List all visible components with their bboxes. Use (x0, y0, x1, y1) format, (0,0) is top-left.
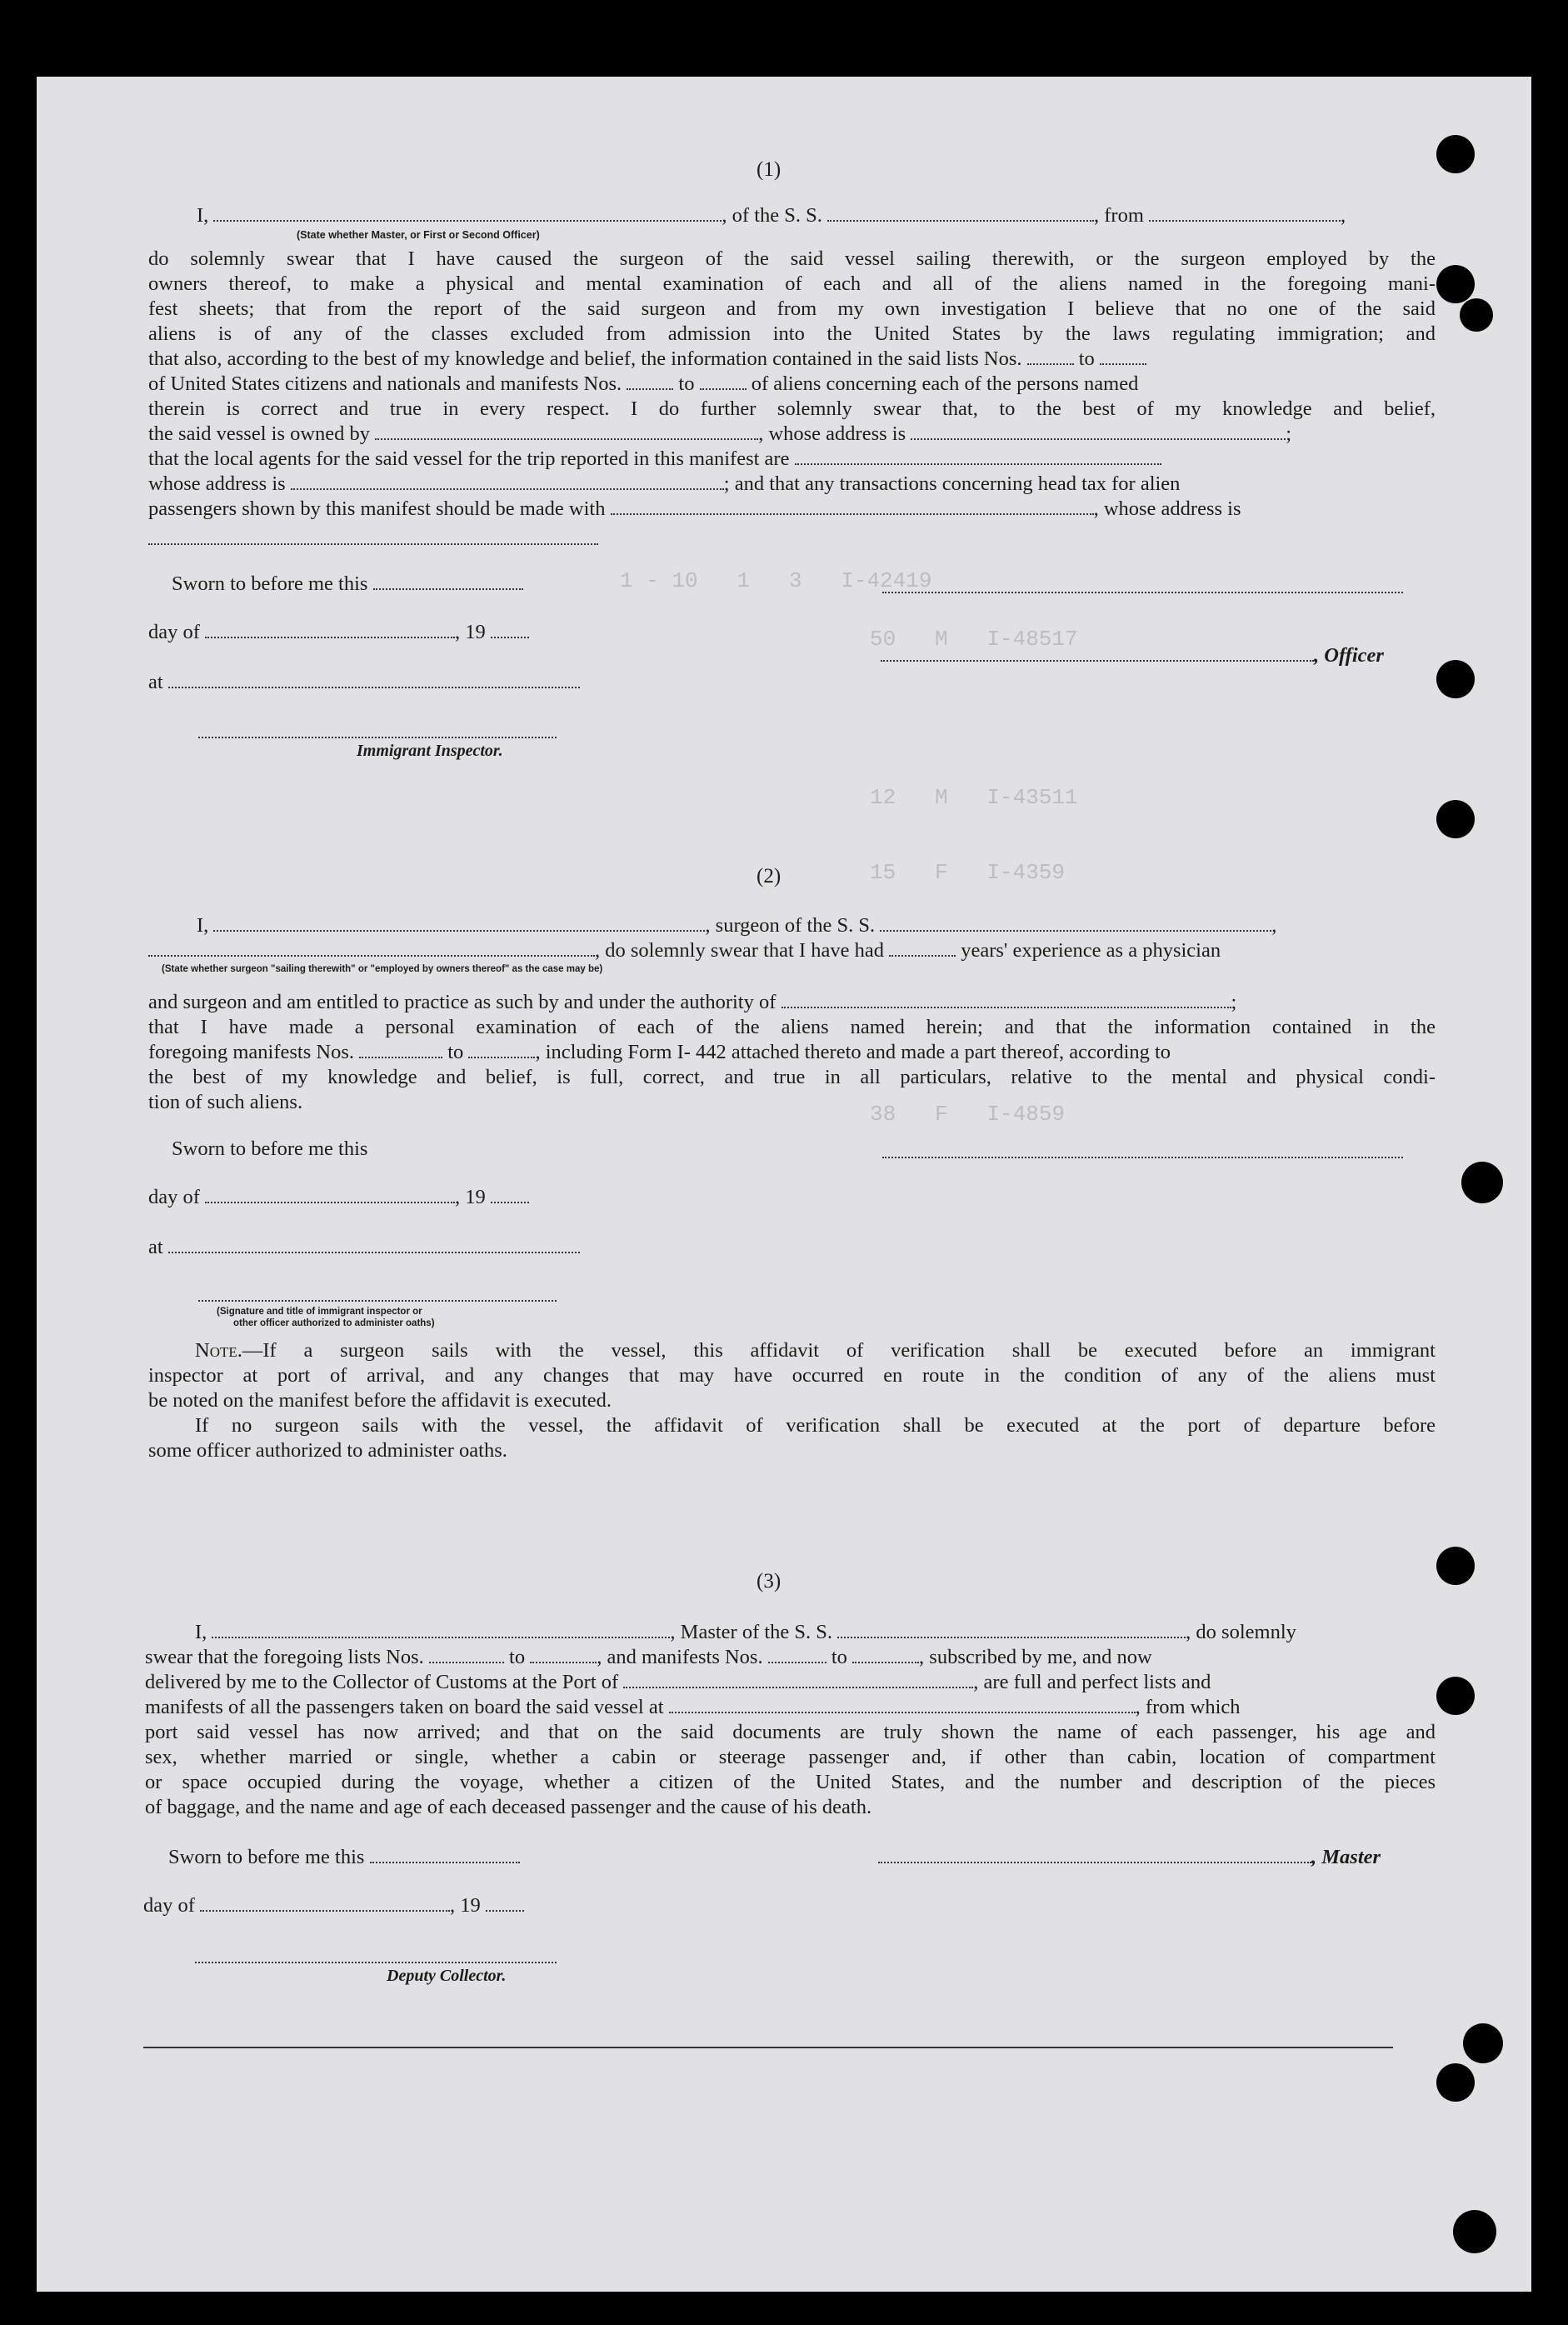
form-line: foregoing manifests Nos. to , including Form I- 442 attached thereto and made a part thereof, according to (148, 1041, 1171, 1063)
day-of-month-field[interactable] (205, 1187, 455, 1203)
surgeon-vessel-field[interactable] (880, 915, 1271, 932)
oath-caption-2: other officer authorized to administer oaths) (233, 1318, 435, 1328)
officer-caption: (State whether Master, or First or Second Officer) (297, 229, 540, 241)
punch-hole (1453, 2210, 1496, 2253)
paragraph-line: fest sheets; that from the report of the said surgeon and from my own investigation I believe that no one of the said (148, 298, 1436, 320)
punch-hole (1436, 135, 1475, 173)
at-place-field[interactable] (168, 1237, 580, 1253)
manifests-from-field[interactable] (627, 373, 673, 390)
surgeon-status-field[interactable] (148, 940, 595, 957)
oath-caption-1: (Signature and title of immigrant inspector or (217, 1307, 422, 1317)
owner-address-field[interactable] (911, 423, 1286, 440)
section-2-line-2: , do solemnly swear that I have had years' experience as a physician (148, 938, 1436, 963)
sworn-line: Sworn to before me this (168, 1845, 520, 1870)
sworn-line: Sworn to before me this (172, 572, 523, 597)
officer-title-line: , Officer (881, 643, 1384, 668)
master-name-field[interactable] (212, 1622, 670, 1638)
punch-hole (1436, 660, 1475, 698)
years-experience-field[interactable] (889, 940, 956, 957)
note-line: inspector at port of arrival, and any changes that may have occurred en route in the condition of any of the aliens must (148, 1364, 1436, 1387)
bottom-rule (143, 2047, 1393, 2048)
day-of-line: day of , 19 (143, 1893, 524, 1918)
note-line: If no surgeon sails with the vessel, the affidavit of verification shall be executed at the port of departure before (195, 1414, 1436, 1437)
master-lists-to-field[interactable] (530, 1647, 597, 1663)
officer-rank-field[interactable] (213, 205, 722, 222)
owned-line: the said vessel is owned by , whose address is ; (148, 422, 1292, 445)
paragraph-line: or space occupied during the voyage, whether a citizen of the United States, and the number and description of the pieces (145, 1771, 1436, 1793)
deputy-signature-line[interactable] (195, 1962, 557, 1963)
punch-hole (1463, 2023, 1503, 2063)
bleed-through-text: 38 F I-4859 (870, 1102, 1066, 1127)
surgeon-caption: (State whether surgeon "sailing therewith" or "employed by owners thereof" as the case may be) (162, 964, 603, 974)
inspector-signature-line[interactable] (198, 737, 557, 738)
lists-line: that also, according to the best of my knowledge and belief, the information contained in the said lists Nos. to (148, 347, 1146, 372)
at-line: at (148, 670, 580, 695)
form-page (37, 77, 1531, 2292)
section-2-line-1: I, , surgeon of the S. S. , (197, 914, 1277, 937)
owner-field[interactable] (375, 423, 758, 440)
punch-hole (1436, 265, 1475, 303)
deputy-caption: Deputy Collector. (387, 1967, 507, 1985)
at-line: at (148, 1235, 580, 1260)
note-line: some officer authorized to administer oaths. (148, 1439, 507, 1462)
paragraph-line: do solemnly swear that I have caused the surgeon of the said vessel sailing therewith, or the surgeon employed by the (148, 248, 1436, 270)
inspector-caption: Immigrant Inspector. (357, 742, 503, 760)
vessel-name-field[interactable] (827, 205, 1094, 222)
day-of-line: day of , 19 (148, 1185, 529, 1210)
address-continuation-line[interactable] (148, 543, 598, 545)
paragraph-line: of baggage, and the name and age of each deceased passenger and the cause of his death. (145, 1796, 872, 1818)
punch-hole (1460, 298, 1493, 332)
surgeon-name-field[interactable] (213, 915, 705, 932)
authority-field[interactable] (782, 992, 1231, 1008)
lists-to-field[interactable] (1100, 348, 1146, 365)
at-place-field[interactable] (168, 672, 580, 688)
from-port-field[interactable] (1149, 205, 1341, 222)
sworn-day-field[interactable] (370, 1847, 520, 1863)
section-3-line-4: manifests of all the passengers taken on board the said vessel at , from which (145, 1696, 1241, 1718)
paragraph-line: therein is correct and true in every respect. I do further solemnly swear that, to the best of my knowledge and belief, (148, 398, 1436, 420)
master-vessel-field[interactable] (837, 1622, 1186, 1638)
authority-line: and surgeon and am entitled to practice as such by and under the authority of ; (148, 991, 1237, 1013)
agents-line: that the local agents for the said vessel for the trip reported in this manifest are (148, 447, 1161, 472)
section-3-line-2: swear that the foregoing lists Nos. to , and manifests Nos. to , subscribed by me, and now (145, 1646, 1152, 1668)
bleed-through-text: 50 M I-48517 (870, 627, 1078, 652)
master-signature-field[interactable] (878, 1847, 1311, 1863)
sworn-day-field[interactable] (373, 573, 523, 590)
paragraph-line: port said vessel has now arrived; and that on the said documents are truly shown the name of each passenger, his age and (145, 1721, 1436, 1743)
local-agents-field[interactable] (795, 448, 1161, 465)
year-field[interactable] (486, 1895, 524, 1912)
section-1-number: (1) (757, 158, 782, 181)
officer-signature-line[interactable] (882, 592, 1403, 593)
bleed-through-text: 1 - 10 1 3 I-42419 (620, 568, 932, 593)
surgeon-manifests-from-field[interactable] (359, 1042, 442, 1058)
note-line: Note.—If a surgeon sails with the vessel, this affidavit of verification shall be executed before an immigrant (195, 1339, 1436, 1362)
note-line: be noted on the manifest before the affidavit is executed. (148, 1389, 612, 1412)
officer-name-field[interactable] (881, 645, 1314, 662)
passengers-line: passengers shown by this manifest should be made with , whose address is (148, 498, 1241, 520)
surgeon-manifests-to-field[interactable] (468, 1042, 535, 1058)
master-lists-from-field[interactable] (429, 1647, 504, 1663)
port-of-field[interactable] (623, 1672, 973, 1688)
punch-hole (1436, 1547, 1475, 1585)
punch-hole (1461, 1162, 1503, 1203)
surgeon-signature-line[interactable] (882, 1157, 1403, 1158)
punch-hole (1436, 2063, 1475, 2102)
punch-hole (1436, 800, 1475, 838)
oath-officer-signature-line[interactable] (198, 1300, 557, 1302)
manifests-to-field[interactable] (700, 373, 747, 390)
section-3-line-3: delivered by me to the Collector of Customs at the Port of , are full and perfect lists and (145, 1671, 1211, 1693)
year-field[interactable] (491, 1187, 529, 1203)
section-2-number: (2) (757, 865, 782, 888)
year-field[interactable] (491, 622, 529, 638)
master-title-line: , Master (878, 1845, 1381, 1870)
citizens-line: of United States citizens and nationals and manifests Nos. to of aliens concerning each of the persons named (148, 372, 1139, 395)
master-manifests-from-field[interactable] (768, 1647, 826, 1663)
paragraph-line: aliens is of any of the classes excluded from admission into the United States by the laws regulating immigration; and (148, 322, 1436, 345)
agents-address-field[interactable] (291, 473, 724, 490)
section-3-number: (3) (757, 1570, 782, 1592)
section-1-line-1: I, , of the S. S. , from , (197, 204, 1346, 227)
paragraph-line: sex, whether married or single, whether a cabin or steerage passenger and, if other than cabin, location of compartment (145, 1746, 1436, 1768)
bleed-through-text: 12 M I-43511 (870, 785, 1078, 810)
master-manifests-to-field[interactable] (852, 1647, 919, 1663)
bleed-through-text: 15 F I-4359 (870, 860, 1066, 885)
day-of-line: day of , 19 (148, 620, 529, 645)
head-tax-agent-field[interactable] (611, 498, 1094, 515)
boarding-port-field[interactable] (669, 1697, 1136, 1713)
whose-line: whose address is ; and that any transactions concerning head tax for alien (148, 472, 1181, 495)
paragraph-line: that I have made a personal examination of each of the aliens named herein; and that the information contained in the (148, 1016, 1436, 1038)
day-of-month-field[interactable] (200, 1895, 450, 1912)
sworn-line: Sworn to before me this (172, 1138, 368, 1160)
paragraph-line: tion of such aliens. (148, 1091, 303, 1113)
paragraph-line: owners thereof, to make a physical and mental examination of each and all of the aliens named in the foregoing mani- (148, 272, 1436, 295)
section-3-line-1: I, , Master of the S. S. , do solemnly (195, 1621, 1296, 1643)
lists-from-field[interactable] (1027, 348, 1074, 365)
punch-hole (1436, 1677, 1475, 1715)
paragraph-line: the best of my knowledge and belief, is full, correct, and true in all particulars, relative to the mental and physical condi- (148, 1066, 1436, 1088)
day-of-month-field[interactable] (205, 622, 455, 638)
